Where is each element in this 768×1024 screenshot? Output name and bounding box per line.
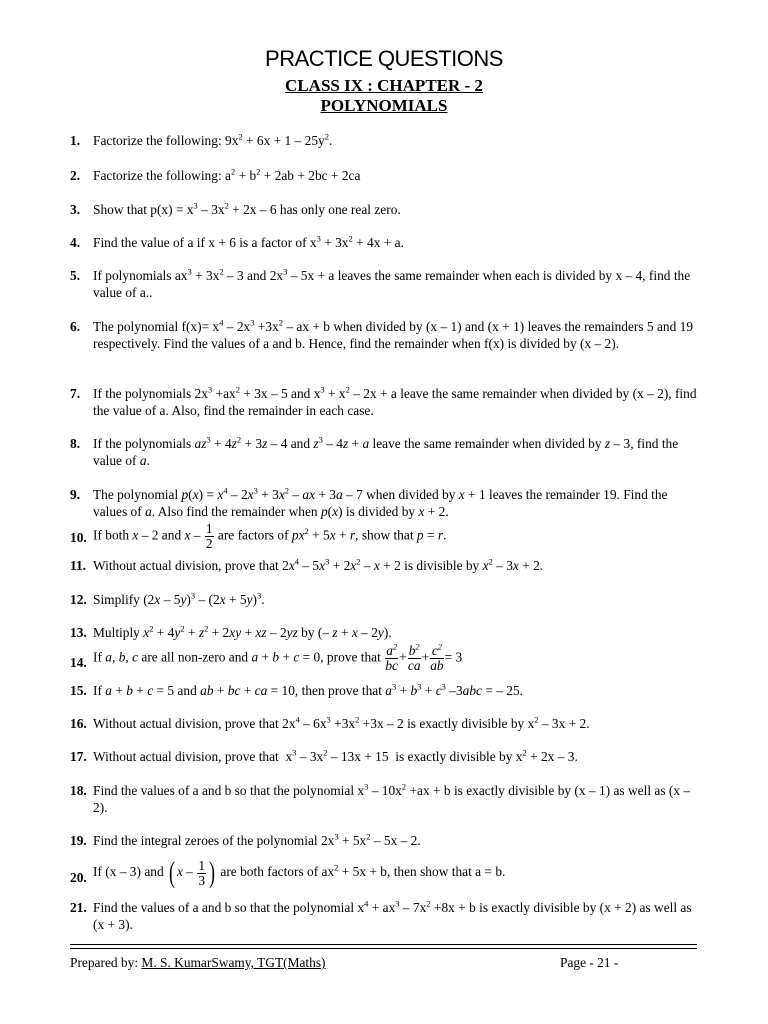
question-number: 14. [70, 655, 87, 670]
question-text: If the polynomials $2x^3 +ax^2 + 3x - 5$ and $x^3 + x^2 - 2x + a$ leave the same remainder when divided by (x – 2), find the value of a. Also, find the remainder in each case. [93, 384, 697, 418]
question-number: 18. [70, 783, 87, 798]
question-text: Show that $p(x) = x^3 - 3x^2 + 2x - 6$ has only one real zero. [93, 200, 401, 217]
question-6 [70, 318, 700, 352]
question-text: Find the value of a if x + 6 is a factor of $x^3 + 3x^2 + 4x + a$. [93, 233, 404, 250]
question-19 [70, 832, 700, 849]
question-text: Multiply $x^2 + 4y^2 + z^2 + 2xy$ + xz – 2yz by (– z + x – 2y). [93, 623, 392, 640]
question-text: Without actual division, prove that $2x^4 - 6x^3 +3x^2 +3x - 2$ is exactly divisible by $x^2 - 3x + 2$. [93, 714, 590, 731]
question-number: 11. [70, 558, 86, 573]
question-text: Simplify $(2x - 5y)^3 - (2x + 5y)^3$. [93, 590, 265, 607]
question-text: Find the values of a and b so that the polynomial $x^3 - 10x^2 +ax + b$ is exactly divisible by (x – 1) as well as (x – 2). [93, 781, 691, 815]
question-text: Without actual division, prove that $x^3 - 3x^2 - 13x + 15$ is exactly divisible by $x^2 + 2x - 3$. [93, 747, 578, 764]
question-number: 4. [70, 235, 81, 250]
question-18 [70, 782, 700, 816]
question-number: 21. [70, 900, 87, 915]
question-3 [70, 201, 700, 218]
question-2 [70, 167, 700, 184]
question-text: If a, b, c are all non-zero and a + b + c = 0, prove that $\frac{a^2}{bc}$ + $\frac{b^2}{ca}$ + $\frac{c^2}{ab}$ = 3 [93, 641, 463, 673]
question-number: 10. [70, 530, 87, 545]
question-number: 20. [70, 870, 87, 885]
prepared-by-label: Prepared by: [70, 955, 139, 970]
page-number: Page - 21 - [560, 955, 619, 970]
question-number: 17. [70, 749, 87, 764]
question-number: 12. [70, 592, 87, 607]
question-number: 2. [70, 168, 81, 183]
question-5 [70, 267, 700, 301]
question-text: If the polynomials $az^3 + 4z^2 + 3z - 4$ and $z^3 - 4z + a$ leave the same remainder when divided by z – 3, find the value of a. [93, 434, 679, 468]
footer-divider [70, 948, 697, 949]
footer-divider [70, 944, 697, 945]
question-text: Without actual division, prove that $2x^4 - 5x^3 + 2x^2 - x + 2$ is divisible by $x^2 - 3x + 2$. [93, 556, 544, 573]
question-number: 16. [70, 716, 87, 731]
question-text: The polynomial $p(x) = x^4 - 2x^3 + 3x^2$ – ax + 3a – 7 when divided by x + 1 leaves the remainder 19. Find the values of a. Also find the remainder when p(x) is divided by x + 2. [93, 485, 668, 519]
question-7 [70, 385, 700, 419]
question-text: Factorize the following: $9x^2 + 6x + 1 - 25y^2$. [93, 131, 333, 148]
question-number: 13. [70, 625, 87, 640]
question-number: 8. [70, 436, 81, 451]
question-12 [70, 591, 700, 608]
question-text: If polynomials $ax^3 + 3x^2 - 3$ and $2x^3 - 5x + a$ leaves the same remainder when each is divided by x – 4, find the value of a.. [93, 266, 691, 300]
page-title: PRACTICE QUESTIONS [265, 46, 503, 71]
question-10 [70, 522, 700, 551]
question-20 [70, 858, 700, 888]
question-text: Find the values of a and b so that the polynomial $x^4 + ax^3 - 7x^2 +8x + b$ is exactly divisible by (x + 2) as well as (x + 3). [93, 898, 692, 932]
question-text: If (x – 3) and ( x – $\frac{1}{3}$ ) are both factors of $ax^2 + 5x + b$, then show that a = b. [93, 856, 506, 889]
question-text: The polynomial $f(x)= x^4 - 2x^3 +3x^2$ – ax + b when divided by (x – 1) and (x + 1) leaves the remainders 5 and 19 respectively. Find the values of a and b. Hence, find the remainder when f(x) is divided by (x – 2). [93, 317, 694, 351]
question-text: If a + b + c = 5 and ab + bc + ca = 10, then prove that $a^3 + b^3 + c^3$ –3abc = – 25. [93, 681, 524, 698]
question-number: 19. [70, 833, 87, 848]
class-chapter-heading: CLASS IX : CHAPTER - 2 [285, 76, 483, 95]
question-16 [70, 715, 700, 732]
question-number: 7. [70, 386, 81, 401]
question-13 [70, 624, 700, 641]
question-text: Find the integral zeroes of the polynomial $2x^3 + 5x^2 - 5x - 2$. [93, 831, 421, 848]
question-number: 6. [70, 319, 81, 334]
question-9 [70, 486, 700, 520]
question-text: If both x – 2 and x – $\frac{1}{2}$ are factors of $px^2 + 5x + r$, show that p = r. [93, 521, 447, 551]
question-11 [70, 557, 700, 574]
question-17 [70, 748, 700, 765]
question-21 [70, 899, 700, 933]
question-text: Factorize the following: $a^2 + b^2 + 2ab + 2bc + 2ca$ [93, 166, 361, 183]
question-15 [70, 682, 700, 699]
question-number: 5. [70, 268, 81, 283]
question-4 [70, 234, 700, 251]
question-number: 1. [70, 133, 81, 148]
page-footer [70, 955, 697, 971]
topic-heading: POLYNOMIALS [320, 96, 448, 115]
question-1 [70, 132, 700, 149]
question-8 [70, 435, 700, 469]
question-number: 3. [70, 202, 81, 217]
question-number: 9. [70, 487, 81, 502]
question-number: 15. [70, 683, 87, 698]
question-14 [70, 641, 700, 673]
author-name: M. S. KumarSwamy, TGT(Maths) [141, 955, 326, 970]
